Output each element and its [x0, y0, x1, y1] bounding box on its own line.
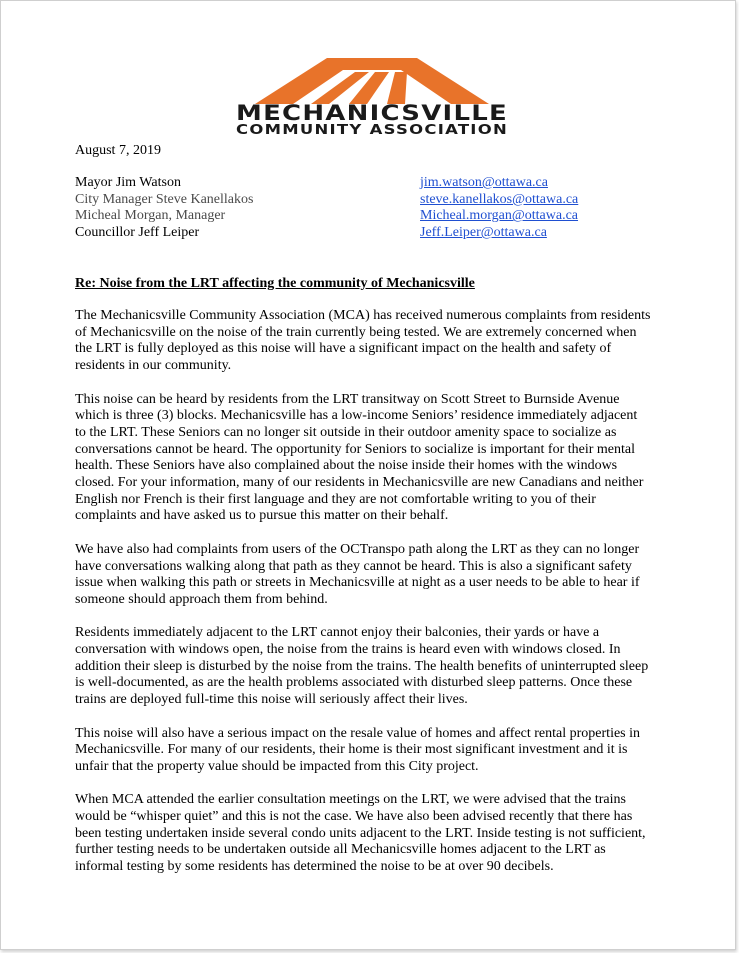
paragraph-line: have conversations walking along that path as they cannot be heard. This is also a significant safety: [75, 558, 632, 574]
paragraph-line: been testing undertaken inside several condo units adjacent to the LRT. Inside testing is not sufficient,: [75, 825, 646, 841]
roof-logo-icon: [231, 57, 513, 137]
paragraph-line: addition their sleep is disturbed by the noise from the trains. The health benefits of uninterrupted sleep: [75, 658, 649, 674]
addressee-name: Mayor Jim Watson: [75, 175, 181, 190]
paragraph-line: is well-documented, as are the health problems associated with disturbed sleep patterns. Once these: [75, 675, 633, 691]
paragraph-line: conversation with windows open, the noise from the trains is heard even with windows closed. In: [75, 642, 621, 658]
paragraph-line: unfair that the property value should be impacted from this City project.: [75, 758, 479, 774]
paragraph-line: which is three (3) blocks. Mechanicsville has a low-income Seniors’ residence immediately adjacent: [75, 408, 638, 424]
paragraph-line: The Mechanicsville Community Association (MCA) has received numerous complaints from residents: [75, 308, 651, 323]
addressee-email-link[interactable]: Micheal.morgan@ottawa.ca: [420, 208, 579, 224]
paragraph-line: of Mechanicsville on the noise of the train currently being tested. We are extremely concerned when: [75, 324, 637, 340]
logo-wordmark: MECHANICSVILLE: [236, 101, 508, 125]
addressee-row: [75, 192, 675, 209]
paragraph-line: further testing needs to be undertaken outside all Mechanicsville homes adjacent to the LRT as: [75, 842, 606, 858]
addressee-email-link[interactable]: Jeff.Leiper@ottawa.ca: [420, 225, 547, 241]
paragraph-line: This noise will also have a serious impact on the resale value of homes and affect rental properties in: [75, 725, 641, 741]
letter-subject: Re: Noise from the LRT affecting the community of Mechanicsville: [75, 276, 475, 291]
paragraph-line: informal testing by some residents has determined the noise to be at over 90 decibels.: [75, 859, 554, 875]
addressee-name: Micheal Morgan, Manager: [75, 208, 226, 224]
paragraph-line: would be “whisper quiet” and this is not the case. We have also been advised recently that there has: [75, 809, 633, 825]
addressee-email-link[interactable]: jim.watson@ottawa.ca: [420, 175, 548, 190]
body-paragraph: [75, 542, 675, 609]
body-paragraph: [75, 625, 675, 709]
paragraph-line: to the LRT. These Seniors can no longer sit outside in their outdoor amenity space to socialize as: [75, 424, 617, 440]
paragraph-line: the LRT is fully deployed as this noise will have a significant impact on the health and safety of: [75, 341, 612, 357]
paragraph-line: someone should approach them from behind.: [75, 591, 328, 607]
paragraph-line: We have also had complaints from users of the OCTranspo path along the LRT as they can no longer: [75, 541, 640, 557]
body-paragraph: [75, 308, 675, 375]
paragraph-line: issue when walking this path or streets in Mechanicsville at night as a user needs to be able to hear if: [75, 575, 640, 591]
addressee-name: Councillor Jeff Leiper: [75, 225, 200, 241]
body-paragraph: [75, 726, 675, 776]
addressee-email-link[interactable]: steve.kanellakos@ottawa.ca: [420, 191, 579, 207]
mca-logo: [231, 57, 513, 137]
paragraph-line: residents in our community.: [75, 358, 232, 374]
paragraph-line: conversations cannot be heard. The opportunity for Seniors to socialize is important for their mental: [75, 441, 635, 457]
paragraph-line: This noise can be heard by residents from the LRT transitway on Scott Street to Burnside Avenue: [75, 391, 620, 407]
logo-subtitle: COMMUNITY ASSOCIATION: [236, 123, 508, 137]
paragraph-line: When MCA attended the earlier consultation meetings on the LRT, we were advised that the trains: [75, 792, 626, 808]
body-paragraph: [75, 792, 675, 876]
paragraph-line: health. These Seniors have also complained about the noise inside their homes with the windows: [75, 458, 618, 474]
body-paragraph: [75, 392, 675, 526]
addressee-block: [75, 175, 675, 242]
roof-slat: [387, 72, 407, 104]
roof-shape: [255, 58, 489, 104]
addressee-row: [75, 208, 675, 225]
paragraph-line: complaints and have asked us to pursue this matter on their behalf.: [75, 508, 449, 524]
addressee-row: [75, 175, 675, 192]
paragraph-line: Residents immediately adjacent to the LRT cannot enjoy their balconies, their yards or have a: [75, 625, 600, 641]
letter-body: [75, 308, 675, 893]
addressee-row: [75, 225, 675, 242]
paragraph-line: trains are deployed full-time this noise will seriously affect their lives.: [75, 692, 468, 708]
addressee-name: City Manager Steve Kanellakos: [75, 191, 254, 207]
letter-date: August 7, 2019: [75, 143, 161, 158]
paragraph-line: closed. For your information, many of our residents in Mechanicsville are new Canadians and neither: [75, 475, 644, 491]
paragraph-line: English nor French is their first language and they are not comfortable writing to you of their: [75, 491, 596, 507]
paragraph-line: Mechanicsville. For many of our residents, their home is their most significant investment and it is: [75, 742, 628, 758]
